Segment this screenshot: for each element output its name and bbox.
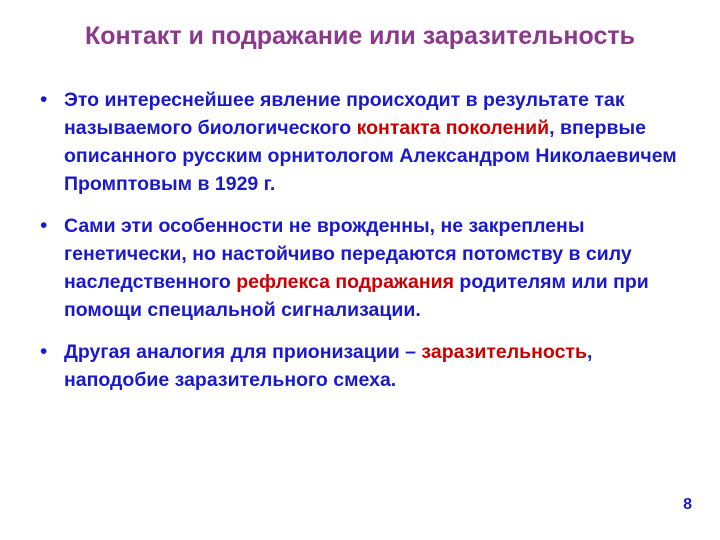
list-item-text — [64, 212, 688, 324]
text-segment: Другая аналогия для прионизации – — [64, 341, 422, 363]
text-segment: родителям или при помощи специальной сигнализации. — [64, 271, 649, 321]
highlighted-term: рефлекса подражания — [236, 271, 454, 293]
list-item-text — [64, 338, 688, 394]
page-title: Контакт и подражание или заразительность — [85, 22, 635, 50]
page-number: 8 — [683, 496, 692, 513]
bullet-icon: • — [40, 88, 48, 111]
list-item — [36, 212, 688, 324]
text-segment: Это интереснейшее явление происходит в результате так называемого биологического — [64, 89, 625, 139]
bullet-list — [36, 86, 688, 408]
list-item — [36, 338, 688, 394]
text-segment: Сами эти особенности не врожденны, не закреплены генетически, но настойчиво передаются потомству в силу наследственного — [64, 215, 632, 293]
text-segment: , впервые описанного русским орнитологом Александром Николаевичем Промптовым в 1929 г. — [64, 117, 677, 195]
text-segment: , наподобие заразительного смеха. — [64, 341, 593, 391]
list-item — [36, 86, 688, 198]
highlighted-term: контакта поколений — [356, 117, 550, 139]
highlighted-term: заразительность — [421, 341, 587, 363]
list-item-text — [64, 86, 688, 198]
bullet-icon: • — [40, 340, 48, 363]
bullet-icon: • — [40, 214, 48, 237]
